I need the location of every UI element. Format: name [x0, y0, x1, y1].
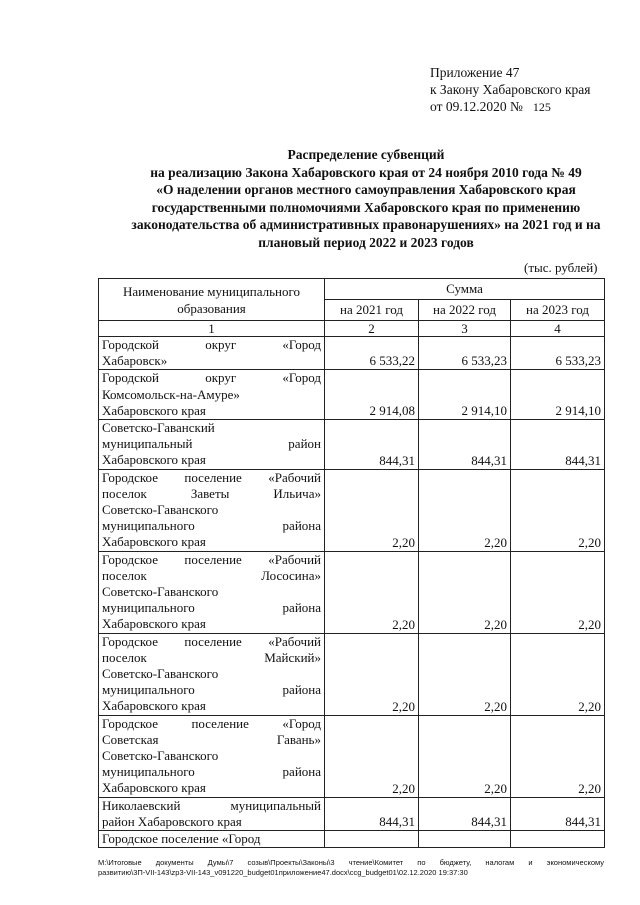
municipality-name-line: Советско-Гаванского: [102, 666, 219, 682]
header-name-line2: образования: [177, 300, 246, 316]
municipality-name-line: Городское поселение «Город: [102, 831, 261, 847]
appendix-line2: к Закону Хабаровского края: [430, 82, 591, 97]
municipality-name-line: муниципального района: [102, 518, 321, 534]
municipality-name-line: Хабаровского края: [102, 452, 206, 468]
table-row: [99, 370, 605, 420]
municipality-name-line: муниципального района: [102, 600, 321, 616]
municipality-name-line: Городской округ «Город: [102, 337, 321, 352]
amount-2023: 2,20: [511, 715, 605, 797]
amount-2022: 844,31: [419, 797, 511, 830]
title-line3: «О наделении органов местного самоуправления Хабаровского края: [156, 182, 576, 197]
appendix-header: [430, 64, 591, 116]
document-title: [98, 146, 634, 251]
municipality-name-line: Городское поселение «Рабочий: [102, 551, 321, 567]
file-path-footer: [98, 858, 604, 878]
header-name-line1: Наименование муниципального: [122, 283, 301, 299]
col-number: 3: [419, 321, 511, 337]
municipality-name-line: Советская Гавань»: [102, 731, 321, 747]
amount-2021: 2,20: [325, 551, 419, 633]
municipality-name-line: Советско-Гаванского: [102, 584, 219, 600]
municipality-name-line: Советско-Гаванского: [102, 502, 219, 518]
title-line5: законодательства об административных правонарушениях» на 2021 год и на: [131, 217, 601, 232]
municipality-name-line: Советско-Гаванский: [102, 420, 215, 436]
amount-2022: 2,20: [419, 715, 511, 797]
appendix-line1: Приложение 47: [430, 65, 520, 80]
amount-2021: 844,31: [325, 420, 419, 470]
table-body: [99, 337, 605, 848]
table-row: [99, 551, 605, 633]
col-number: 4: [511, 321, 605, 337]
amount-2022: [419, 831, 511, 848]
amount-2021: 2,20: [325, 633, 419, 715]
municipality-name-line: Хабаровского края: [102, 402, 206, 418]
appendix-date: от 09.12.2020 №: [430, 99, 523, 114]
table-row: [99, 797, 605, 830]
footer-line2: развитию\3П-VII-143\zp3-VII-143_v091220_budget01приложение47.docx\ccg_budget01\02.12.2020 19:37:30: [98, 868, 468, 877]
amount-2023: 2,20: [511, 469, 605, 551]
title-line6: плановый период 2022 и 2023 годов: [258, 234, 474, 250]
table-row: [99, 337, 605, 370]
municipality-name-line: муниципального района: [102, 764, 321, 780]
municipality-name: [99, 633, 325, 715]
municipality-name-line: Хабаровского края: [102, 534, 206, 550]
header-year-2023: на 2023 год: [511, 300, 605, 321]
municipality-name-line: Городской округ «Город: [102, 370, 321, 386]
amount-2021: 2,20: [325, 469, 419, 551]
municipality-name-line: Хабаровского края: [102, 698, 206, 714]
appendix-line3: [430, 98, 591, 116]
title-line4: государственными полномочиями Хабаровского края по применению: [151, 199, 581, 215]
table-row: [99, 831, 605, 848]
amount-2021: [325, 831, 419, 848]
amount-2022: 2 914,10: [419, 370, 511, 420]
title-line1: Распределение субвенций: [287, 147, 445, 162]
header-municipality: [99, 279, 325, 321]
amount-2022: 2,20: [419, 469, 511, 551]
municipality-name-line: Комсомольск-на-Амуре»: [102, 386, 240, 402]
amount-2023: [511, 831, 605, 848]
table-row: [99, 715, 605, 797]
municipality-name-line: район Хабаровского края: [102, 813, 242, 829]
amount-2023: 2,20: [511, 551, 605, 633]
amount-2023: 844,31: [511, 797, 605, 830]
municipality-name-line: поселок Лососина»: [102, 567, 321, 583]
amount-2022: 2,20: [419, 633, 511, 715]
municipality-name-line: Хабаровского края: [102, 780, 206, 796]
amount-2023: 6 533,23: [511, 337, 605, 370]
table-row: [99, 420, 605, 470]
header-sum: Сумма: [325, 279, 605, 300]
amount-2022: 2,20: [419, 551, 511, 633]
municipality-name-line: муниципального района: [102, 682, 321, 698]
appendix-number: 125: [532, 100, 551, 114]
amount-2023: 2 914,10: [511, 370, 605, 420]
municipality-name-line: муниципальный район: [102, 436, 321, 452]
municipality-name-line: поселок Заветы Ильича»: [102, 485, 321, 501]
municipality-name: [99, 469, 325, 551]
municipality-name: [99, 797, 325, 830]
table-row: [99, 469, 605, 551]
municipality-name-line: Хабаровск»: [102, 353, 168, 369]
title-line2: на реализацию Закона Хабаровского края от 24 ноября 2010 года № 49: [150, 164, 582, 180]
municipality-name-line: Городское поселение «Город: [102, 715, 321, 731]
amount-2022: 844,31: [419, 420, 511, 470]
municipality-name: [99, 370, 325, 420]
units-label: (тыс. рублей): [524, 260, 598, 275]
municipality-name: [99, 715, 325, 797]
amount-2021: 2 914,08: [325, 370, 419, 420]
amount-2023: 2,20: [511, 633, 605, 715]
col-number: 2: [325, 321, 419, 337]
amount-2021: 844,31: [325, 797, 419, 830]
amount-2021: 6 533,22: [325, 337, 419, 370]
subsidy-table: [98, 278, 605, 848]
table-row: [99, 633, 605, 715]
municipality-name-line: Николаевский муниципальный: [102, 797, 321, 813]
footer-line1: M:\Итоговые документы Думы\7 созыв\Проекты\Законы\3 чтение\Комитет по бюджету, налогам и экономическому: [98, 858, 604, 867]
municipality-name-line: Хабаровского края: [102, 616, 206, 632]
municipality-name: [99, 551, 325, 633]
amount-2022: 6 533,23: [419, 337, 511, 370]
header-year-2022: на 2022 год: [419, 300, 511, 321]
municipality-name-line: поселок Майский»: [102, 649, 321, 665]
municipality-name: [99, 420, 325, 470]
header-year-2021: на 2021 год: [325, 300, 419, 321]
municipality-name-line: Городское поселение «Рабочий: [102, 469, 321, 485]
municipality-name: [99, 337, 325, 370]
municipality-name: [99, 831, 325, 848]
municipality-name-line: Городское поселение «Рабочий: [102, 633, 321, 649]
col-number: 1: [99, 321, 325, 337]
municipality-name-line: Советско-Гаванского: [102, 748, 219, 764]
amount-2023: 844,31: [511, 420, 605, 470]
amount-2021: 2,20: [325, 715, 419, 797]
